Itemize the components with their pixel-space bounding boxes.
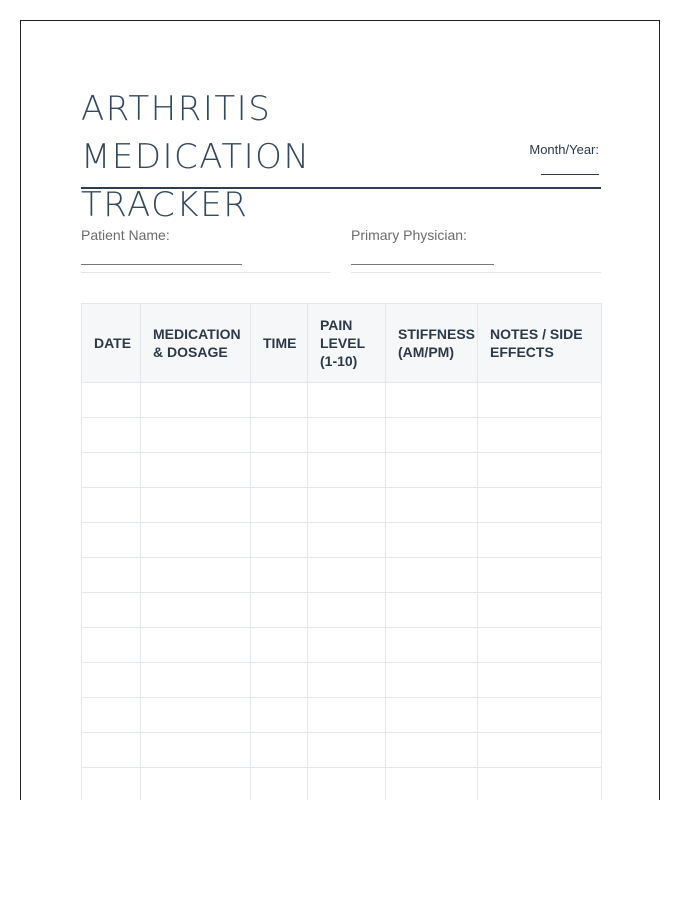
column-header-date: DATE bbox=[82, 304, 141, 383]
table-cell-time[interactable] bbox=[251, 488, 308, 523]
table-cell-date[interactable] bbox=[82, 628, 141, 663]
table-body bbox=[82, 383, 602, 801]
table-cell-notes[interactable] bbox=[478, 488, 602, 523]
month-year-field[interactable] bbox=[541, 174, 599, 175]
table-cell-medication[interactable] bbox=[141, 768, 251, 801]
table-cell-pain-level[interactable] bbox=[308, 383, 386, 418]
column-header-time: TIME bbox=[251, 304, 308, 383]
title-line-2: TRACKER bbox=[81, 185, 249, 225]
table-cell-date[interactable] bbox=[82, 733, 141, 768]
table-cell-pain-level[interactable] bbox=[308, 488, 386, 523]
table-cell-date[interactable] bbox=[82, 698, 141, 733]
patient-name-label: Patient Name: bbox=[81, 227, 170, 243]
table-cell-date[interactable] bbox=[82, 663, 141, 698]
table-cell-time[interactable] bbox=[251, 698, 308, 733]
physician-divider bbox=[351, 272, 601, 273]
table-row bbox=[82, 593, 602, 628]
table-cell-medication[interactable] bbox=[141, 523, 251, 558]
table-cell-pain-level[interactable] bbox=[308, 593, 386, 628]
table-cell-stiffness[interactable] bbox=[386, 418, 478, 453]
physician-label: Primary Physician: bbox=[351, 227, 467, 243]
table-cell-date[interactable] bbox=[82, 383, 141, 418]
patient-name-field-group bbox=[81, 227, 331, 243]
table-cell-time[interactable] bbox=[251, 768, 308, 801]
table-cell-stiffness[interactable] bbox=[386, 733, 478, 768]
table-cell-pain-level[interactable] bbox=[308, 558, 386, 593]
table-cell-notes[interactable] bbox=[478, 768, 602, 801]
table-cell-time[interactable] bbox=[251, 733, 308, 768]
table-cell-medication[interactable] bbox=[141, 488, 251, 523]
table-cell-medication[interactable] bbox=[141, 663, 251, 698]
table-cell-notes[interactable] bbox=[478, 733, 602, 768]
table-cell-notes[interactable] bbox=[478, 698, 602, 733]
table-cell-date[interactable] bbox=[82, 453, 141, 488]
column-header-medication: MEDICATION & DOSAGE bbox=[141, 304, 251, 383]
table-row bbox=[82, 733, 602, 768]
table-cell-pain-level[interactable] bbox=[308, 733, 386, 768]
table-cell-time[interactable] bbox=[251, 523, 308, 558]
table-cell-stiffness[interactable] bbox=[386, 663, 478, 698]
table-cell-stiffness[interactable] bbox=[386, 558, 478, 593]
column-header-pain-level: PAIN LEVEL (1-10) bbox=[308, 304, 386, 383]
table-cell-time[interactable] bbox=[251, 628, 308, 663]
month-year-label: Month/Year: bbox=[529, 142, 599, 157]
table-cell-medication[interactable] bbox=[141, 593, 251, 628]
physician-field[interactable] bbox=[351, 264, 494, 265]
table-row bbox=[82, 488, 602, 523]
table-cell-stiffness[interactable] bbox=[386, 628, 478, 663]
table-cell-medication[interactable] bbox=[141, 698, 251, 733]
table-cell-date[interactable] bbox=[82, 488, 141, 523]
table-cell-time[interactable] bbox=[251, 663, 308, 698]
table-cell-notes[interactable] bbox=[478, 453, 602, 488]
table-cell-date[interactable] bbox=[82, 418, 141, 453]
table-cell-date[interactable] bbox=[82, 768, 141, 801]
table-cell-notes[interactable] bbox=[478, 383, 602, 418]
table-header-row bbox=[82, 304, 602, 383]
table-cell-time[interactable] bbox=[251, 453, 308, 488]
table-row bbox=[82, 698, 602, 733]
table-cell-time[interactable] bbox=[251, 593, 308, 628]
table-cell-time[interactable] bbox=[251, 418, 308, 453]
table-cell-medication[interactable] bbox=[141, 383, 251, 418]
table-row bbox=[82, 418, 602, 453]
table-cell-notes[interactable] bbox=[478, 593, 602, 628]
table-cell-notes[interactable] bbox=[478, 418, 602, 453]
table-cell-medication[interactable] bbox=[141, 418, 251, 453]
table-row bbox=[82, 453, 602, 488]
table-cell-notes[interactable] bbox=[478, 628, 602, 663]
table-cell-pain-level[interactable] bbox=[308, 663, 386, 698]
physician-field-group bbox=[351, 227, 601, 243]
title-line-1: ARTHRITIS MEDICATION bbox=[81, 89, 311, 177]
table-cell-date[interactable] bbox=[82, 593, 141, 628]
table-cell-medication[interactable] bbox=[141, 628, 251, 663]
table-cell-stiffness[interactable] bbox=[386, 698, 478, 733]
patient-name-divider bbox=[81, 272, 331, 273]
table-row bbox=[82, 523, 602, 558]
table-cell-pain-level[interactable] bbox=[308, 698, 386, 733]
table-cell-pain-level[interactable] bbox=[308, 628, 386, 663]
patient-name-field[interactable] bbox=[81, 264, 242, 265]
table-cell-stiffness[interactable] bbox=[386, 453, 478, 488]
table-cell-time[interactable] bbox=[251, 383, 308, 418]
table-cell-medication[interactable] bbox=[141, 558, 251, 593]
table-cell-stiffness[interactable] bbox=[386, 488, 478, 523]
table-cell-time[interactable] bbox=[251, 558, 308, 593]
tracker-sheet bbox=[20, 20, 660, 800]
column-header-stiffness: STIFFNESS (AM/PM) bbox=[386, 304, 478, 383]
table-row bbox=[82, 768, 602, 801]
table-cell-stiffness[interactable] bbox=[386, 523, 478, 558]
table-cell-pain-level[interactable] bbox=[308, 418, 386, 453]
table-row bbox=[82, 558, 602, 593]
table-cell-stiffness[interactable] bbox=[386, 383, 478, 418]
table-cell-stiffness[interactable] bbox=[386, 768, 478, 801]
page-title bbox=[81, 85, 501, 229]
table-cell-date[interactable] bbox=[82, 558, 141, 593]
title-divider bbox=[81, 187, 601, 189]
table-row bbox=[82, 383, 602, 418]
table-row bbox=[82, 663, 602, 698]
column-header-notes: NOTES / SIDE EFFECTS bbox=[478, 304, 602, 383]
table-cell-pain-level[interactable] bbox=[308, 523, 386, 558]
medication-table bbox=[81, 303, 602, 800]
table-row bbox=[82, 628, 602, 663]
table-cell-stiffness[interactable] bbox=[386, 593, 478, 628]
table-cell-pain-level[interactable] bbox=[308, 453, 386, 488]
table-cell-medication[interactable] bbox=[141, 453, 251, 488]
table-cell-date[interactable] bbox=[82, 523, 141, 558]
table-cell-notes[interactable] bbox=[478, 663, 602, 698]
table-cell-medication[interactable] bbox=[141, 733, 251, 768]
table-cell-pain-level[interactable] bbox=[308, 768, 386, 801]
table-cell-notes[interactable] bbox=[478, 558, 602, 593]
table-cell-notes[interactable] bbox=[478, 523, 602, 558]
